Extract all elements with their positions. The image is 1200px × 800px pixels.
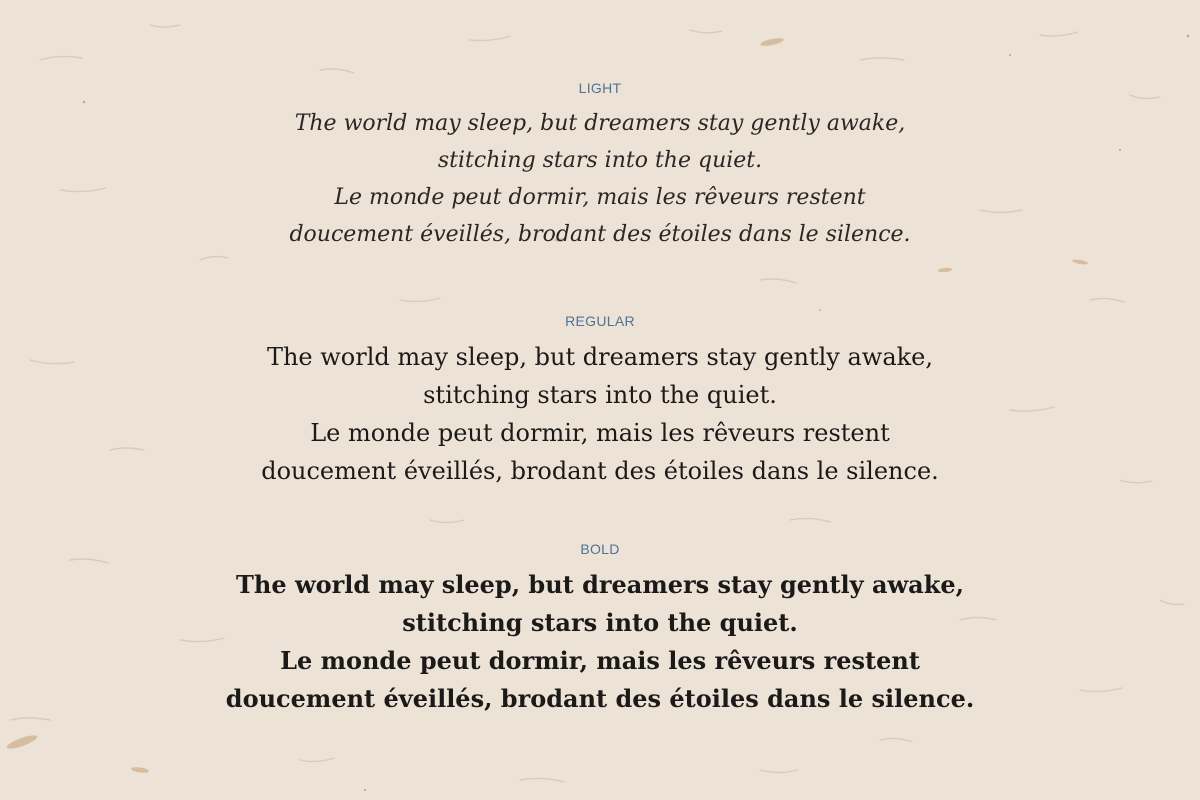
specimen-line: doucement éveillés, brodant des étoiles dans le silence. [225,684,975,713]
specimen-line: stitching stars into the quiet. [423,381,777,409]
specimen-text-light [0,105,1200,253]
specimen-line: stitching stars into the quiet. [402,608,798,637]
weight-label-bold: BOLD [580,541,620,557]
specimen-light [0,79,1200,253]
specimen-line: Le monde peut dormir, mais les rêveurs restent [310,419,890,447]
specimen-line: doucement éveillés, brodant des étoiles dans le silence. [261,457,939,485]
specimen-line: The world may sleep, but dreamers stay gently awake, [266,343,934,371]
specimen-text-regular [0,338,1200,490]
weight-label-light: LIGHT [578,80,622,96]
specimen-regular [0,312,1200,490]
specimen-line: stitching stars into the quiet. [437,148,763,173]
specimen-line: doucement éveillés, brodant des étoiles dans le silence. [289,222,911,247]
specimen-line: Le monde peut dormir, mais les rêveurs restent [334,185,866,210]
specimen-line: The world may sleep, but dreamers stay gently awake, [236,570,964,599]
specimen-text-bold [0,566,1200,718]
specimen-bold [0,540,1200,718]
weight-label-regular: REGULAR [565,313,635,329]
specimen-line: Le monde peut dormir, mais les rêveurs restent [280,646,920,675]
specimen-line: The world may sleep, but dreamers stay gently awake, [294,111,906,136]
